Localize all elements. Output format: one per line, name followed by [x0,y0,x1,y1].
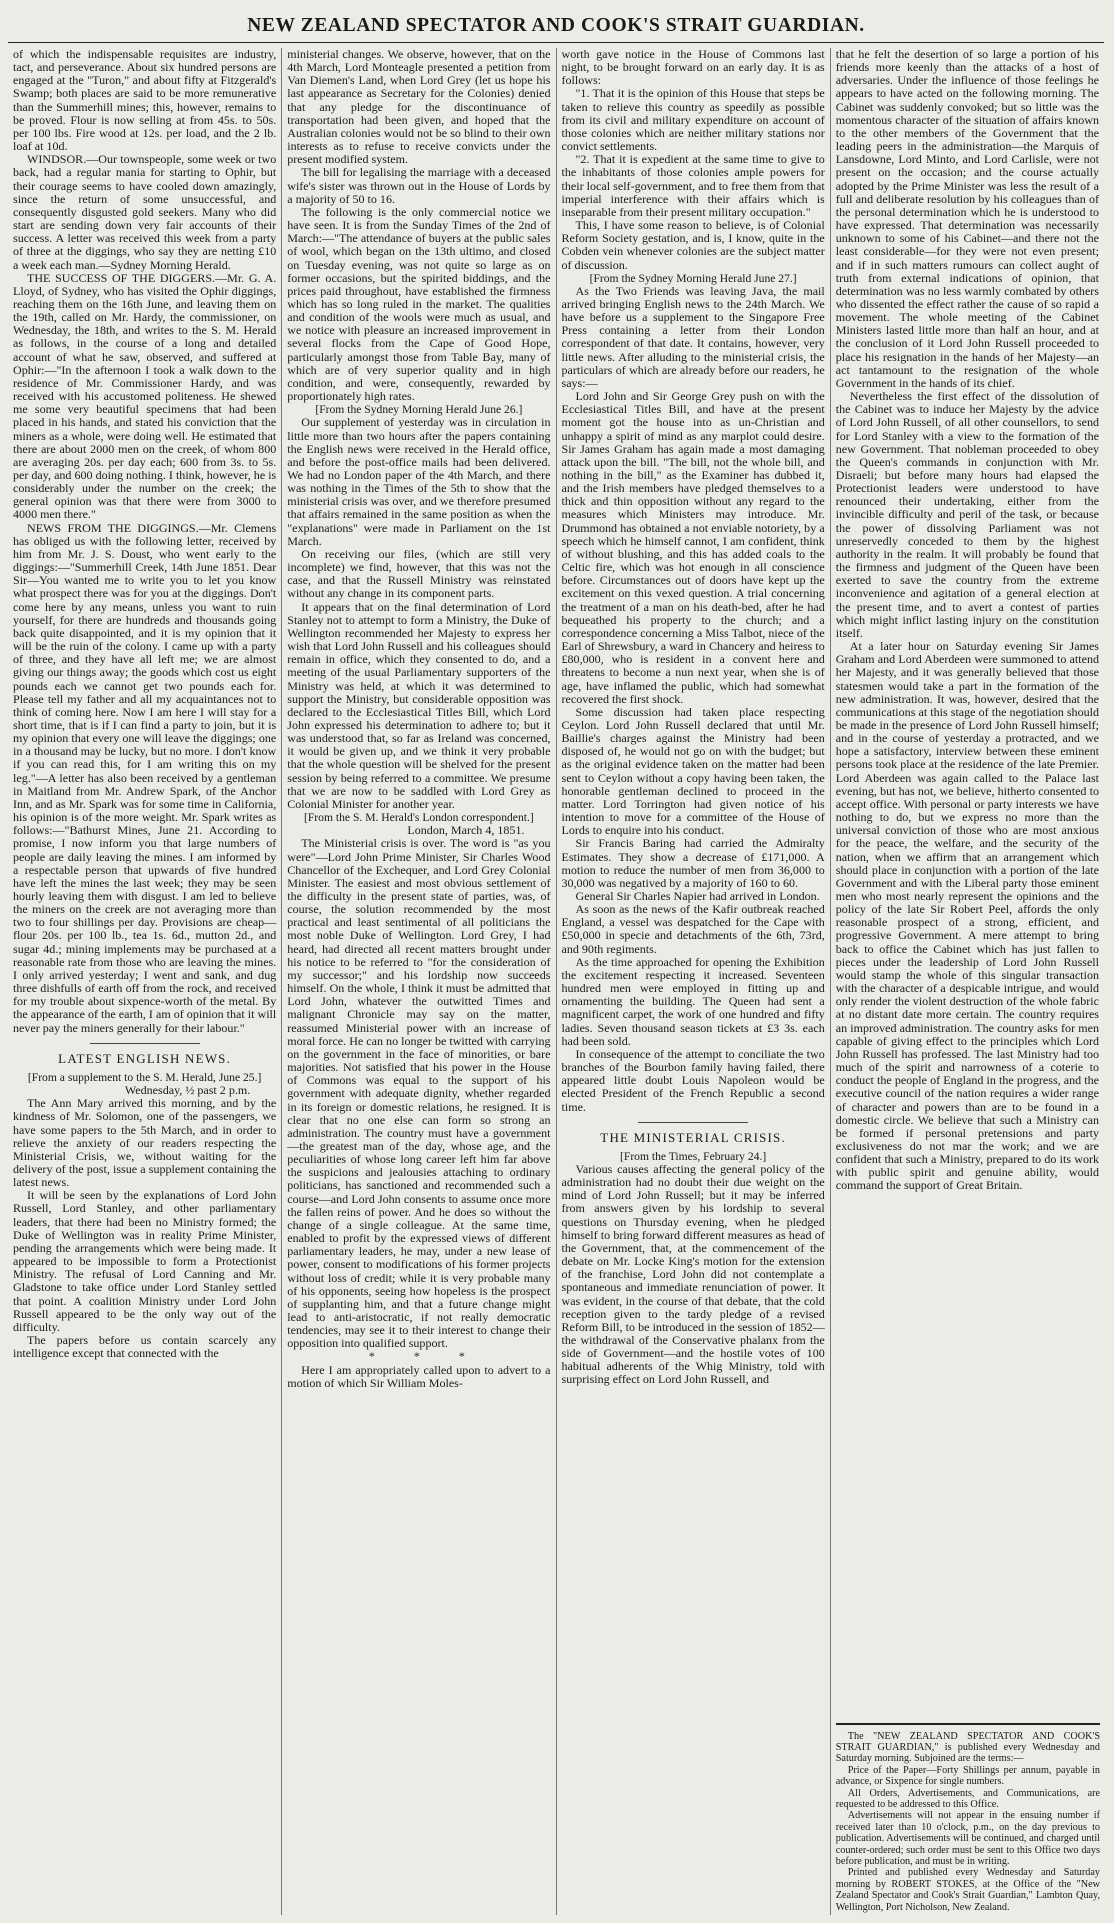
article-success-of-diggers: THE SUCCESS OF THE DIGGERS.—Mr. G. A. Lloyd, of Sydney, who has visited the Ophir diggings, reaching them on the 16th June, and leaving them on the 19th, called on Mr. Hardy, the commissioner, on Wednesday, the 18th, and writes to the S. M. Herald as follows, in the course of a long and detailed account of what he saw, observed, and suffered at Ophir:—"In the afternoon I took a walk down to the residence of Mr. Commissioner Hardy, and was received with his accustomed politeness. He shewed me some very beautiful specimens that had been placed in his hands, and stated his conviction that the miners as a whole, were doing well. He estimated that there are about 2000 men on the creek, of whom 800 are averaging 20s. per day each; 600 from 3s. to 5s. per day, and 600 doing nothing. I think, however, he is considerably under the number on the creek; the general opinion was that there were from 3000 to 4000 men there." [13,270,277,522]
article-paragraph: This, I have some reason to believe, is of Colonial Reform Society gestation, and is, I know, quite in the Cobden vein whenever colonies are the subject matter of discussion. [561,218,825,272]
section-stars: * * * [368,1349,483,1364]
column-1 [8,48,281,1915]
article-windsor: WINDSOR.—Our townspeople, some week or two back, had a regular mania for starting to Ophir, but their courage seems to have cooled down amazingly, since the return of some unsuccessful, and consequently disgusted gold seekers. Many who did start are sending down very fair accounts of their success. A letter was received this week from a party of three at the diggings, who say they are netting £10 a week each man.—Sydney Morning Herald. [13,152,277,272]
masthead: NEW ZEALAND SPECTATOR AND COOK'S STRAIT GUARDIAN. [247,15,865,36]
article-paragraph: As the time approached for opening the Exhibition the excitement respecting it increased. Seventeen hundred men were employed in fitting up and ornamenting the building. The Queen had sent a magnificent carpet, the work of one hundred and fifty ladies. Seven thousand season tickets at £3 3s. each had been sold. [561,954,825,1048]
article-paragraph: Sir Francis Baring had carried the Admiralty Estimates. They show a decrease of £171,000. A motion to reduce the number of men from 36,000 to 30,000 was negatived by a majority of 160 to 60. [561,836,825,890]
notice-line: Printed and published every Wednesday and Saturday morning by ROBERT STOKES, at the Office of the "New Zealand Spectator and Cook's Strait Guardian," Lambton Quay, Wellington, Port Nicholson, New Zealand. [835,1867,1100,1913]
article-paragraph: General Sir Charles Napier had arrived in London. [575,889,820,903]
masthead-rule [8,42,1104,43]
publication-notice [836,1723,1100,1914]
article-paragraph: "2. That it is expedient at the same time to give to the inhabitants of those colonies ample powers for their local self-government, and to free them from that imperial interference with their affairs which is inseparable from their present military occupation." [561,152,825,219]
article-paragraph: The following is the only commercial notice we have seen. It is from the Sunday Times of the 2nd of March:—"The attendance of buyers at the public sales of wool, which began on the 13th ultimo, and closed on Tuesday evening, was not quite so large as on former occasions, but the spirited biddings, and the prices paid throughout, have established the firmness which has so long ruled in the market. The qualities and condition of the wools were much as usual, and we notice with pleasure an increased improvement in several flocks from the Cape of Good Hope, particularly amongst those from Table Bay, many of which are of very superior quality and in high condition, and were, consequently, rewarded by proportionately high rates. [287,204,551,404]
column-2 [281,48,555,1915]
article-paragraph: "1. That it is the opinion of this House that steps be taken to relieve this country as speedily as possible from its civil and military expenditure on account of those colonies which are neither military stations nor convict settlements. [561,86,825,154]
columns [8,48,1104,1915]
article-paragraph: As the Two Friends was leaving Java, the mail arrived bringing English news to the 24th March. We have before us a supplement to the Singapore Free Press containing a letter from their London correspondent of that date. It contains, however, very little news. After alluding to the ministerial crisis, the particulars of which are already before our readers, he says:— [561,283,825,390]
article-paragraph: The bill for legalising the marriage with a deceased wife's sister was thrown out in the House of Lords by a majority of 50 to 16. [287,165,551,206]
notice-line: The "NEW ZEALAND SPECTATOR AND COOK'S STRAIT GUARDIAN," is published every Wednesday and Saturday morning. Subjoined are the terms:— [835,1730,1100,1765]
article-paragraph: In consequence of the attempt to conciliate the two branches of the Bourbon family having failed, there appeared little doubt Louis Napoleon would be elected President of the French Republic a second time. [561,1046,825,1114]
notice-line: Price of the Paper—Forty Shillings per annum, payable in advance, or Sixpence for single numbers. [835,1764,1100,1788]
article-paragraph: worth gave notice in the House of Commons last night, to be brought forward on an early day. It is as follows: [561,48,825,88]
article-paragraph: ministerial changes. We observe, however, that on the 4th March, Lord Monteagle presented a petition from Van Diemen's Land, when Lord Grey (let us hope his last appearance as Secretary for the Colonies) denied that any pledge for the discontinuance of transportation had been given, and hoped that the Australian colonies would not be so blind to their own interests as to refuse to receive convicts under the present modified system. [287,48,551,167]
section-divider [638,1122,748,1123]
dateline: London, March 4, 1851. [407,823,525,838]
article-paragraph: It will be seen by the explanations of Lord John Russell, Lord Stanley, and other parliamentary leaders, that there had been no Ministry formed; the Duke of Wellington was in reality Prime Minister, pending the arrangements which were being made. It appeared to be impossible to form a Protectionist Ministry. The refusal of Lord Canning and Mr. Gladstone to take office under Lord Stanley settled that point. A coalition Ministry under Lord John Russell appeared to be the only way out of the difficulty. [13,1188,277,1334]
article-paragraph: Here I am appropriately called upon to advert to a motion of which Sir William Moles- [287,1362,551,1390]
article-paragraph: It appears that on the final determination of Lord Stanley not to attempt to form a Ministry, the Duke of Wellington recommended her Majesty to express her wish that Lord John Russell and his colleagues should remain in office, which they consented to do, and a meeting of the usual Parliamentary supporters of the Ministry was held, at which it was determined to support the Ministry, but considerable opposition was declared to the Ecclesiastical Titles Bill, which Lord John expressed his determination to adhere to; but it was understood that, so far as Ireland was concerned, it would be given up, and we think it very probable that the whole question will be shelved for the present session by being referred to a committee. We presume that we are now to be saddled with Lord Grey as Colonial Minister for another year. [287,599,551,811]
article-paragraph: As soon as the news of the Kafir outbreak reached England, a vessel was despatched for the Cape with £50,000 in specie and detachments of the 6th, 73rd, and 90th regiments. [561,902,825,956]
notice-line: All Orders, Advertisements, and Communications, are requested to be addressed to this Office. [835,1787,1100,1810]
source-line: [From a supplement to the S. M. Herald, June 25.] [27,1070,262,1084]
article-paragraph: Some discussion had taken place respecting Ceylon. Lord John Russell declared that until Mr. Baillie's charges against the Ministry had been disposed of, he would not go on with the budget; but as the original evidence taken on the matter had been sent to Ceylon without a copy having been taken, the honorable gentleman declined to proceed in the matter. Lord Torrington had given notice of his intention to move for a committee of the House of Lords to enquire into his conduct. [561,704,825,838]
section-heading: THE MINISTERIAL CRISIS. [600,1129,786,1145]
article-news-from-diggings: NEWS FROM THE DIGGINGS.—Mr. Clemens has obliged us with the following letter, received by him from Mr. J. S. Doust, who went early to the diggings:—"Summerhill Creek, 14th June 1851. Dear Sir—You wanted me to write you to let you know what prospect there was for you at the diggings. Don't come here by any means, unless you want to ruin yourself, for there are hundreds and thousands going back quite disappointed, and it is my opinion that it will be the ruin of the colony. I came up with a party of three, and they have all left me; we are almost giving our things away; the goods which cost us eight pounds each we cannot get two pounds each for. Please tell my father and all my acquaintances not to think of coming here. Now I am here I will stay for a short time, that is if I can find a party to join, but it is my opinion that every one will leave the diggings; one in a thousand may be lucky, but no more. I don't know if you can read this, for I am writing this on my leg."—A letter has also been received by a gentleman in Maitland from Mr. Andrew Spark, of the Anchor Inn, and as Mr. Spark was for some time in California, his opinion is of the more weight. Mr. Spark writes as follows:—"Bathurst Mines, June 21. According to promise, I now inform you that large numbers of people are daily leaving the mines. I am informed by a respectable person that upwards of five hundred have left the mines the last week; they may be seen hourly leaving them with disgust. I am led to believe the miners on the creek are not averaging more than two to four shillings per day. Provisions are cheap—flour 20s. per 100 lb., tea 1s. 6d., mutton 2d., and sugar 4d.; mining implements may be purchased at a reasonable rate from those who are leaving the mines. I only arrived yesterday; I went and sank, and dug three dishfulls of earth off from the rock, and received for my trouble about sixpence-worth of the metal. By the appearance of the earth, I am of opinion that it will never pay the miners generally for their labour." [13,520,277,1035]
column-4 [830,48,1104,1915]
article-paragraph: Lord John and Sir George Grey push on with the Ecclesiastical Titles Bill, and have at the present moment got the house into as un-Christian and unhappy a spirit of mind as any marplot could desire. Sir James Graham has again made a most damaging attack upon the bill. "The bill, not the whole bill, and nothing in the bill," as the Examiner has dubbed it, and the Irish members have pledged themselves to a thick and thin opposition without any regard to the measures which Ministers may introduce. Mr. Drummond has obtained a not enviable notoriety, by a speech which he himself cannot, I am confident, think of without blushing, and this has added coals to the Celtic fire, which was hot enough in all conscience before. Circumstances out of doors have kept up the excitement on this vexed question. A trial concerning the treatment of a man on his death-bed, after he had bequeathed his property to the church; and a correspondence concerning a Miss Talbot, niece of the Earl of Shrewsbury, a ward in Chancery and heiress to £80,000, who is resident in a convent here and threatens to become a nun next year, when she is of age, have inflamed the public, which had somewhat recovered the first shock. [561,389,825,706]
article-paragraph: On receiving our files, (which are still very incomplete) we find, however, that this was not the case, and that the Russell Ministry was reinstated without any change in its component parts. [287,546,551,601]
article-paragraph: Our supplement of yesterday was in circulation in little more than two hours after the papers containing the English news were received in the Herald office, and before the post-office mails had been delivered. We had no London paper of the 4th March, and there was nothing in the Times of the 5th to show that the ministerial crisis was over, and we therefore presumed that affairs remained in the same position as when the "explanations" were made in Parliament on the 1st March. [287,415,551,548]
column-3 [556,48,830,1915]
article-paragraph: that he felt the desertion of so large a portion of his friends more keenly than the attacks of a host of adversaries. Under the influence of those feelings he appears to have acted on the following morning. The Cabinet was suddenly convoked; but so little was the momentous character of the situation of affairs known to the other members of the Government that the leading peers in the administration—the Marquis of Lansdowne, Lord Minto, and Lord Carlisle, were not present on the occasion; and the course actually adopted by the Prime Minister was less the result of a full and deliberate resolution by his colleagues than of the personal determination which he is understood to have expressed. That determination was necessarily unknown to some of his Cabinet—and there not the least considerable—for they were not even present; and if in such matters rumours can collect aught of truth from external indications of opinion, that determination was no less warmly combated by others who dissented the effect rather the cause of so rapid a movement. The whole meeting of the Cabinet Ministers lasted little more than half an hour, and at the conclusion of it Lord John Russell proceeded to place his resignation in the hands of her Majesty—an act tantamount to the resignation of the whole Government in the hands of its chief. [835,48,1099,390]
source-line: [From the Sydney Morning Herald June 26.] [315,403,523,417]
article-paragraph: Nevertheless the first effect of the dissolution of the Cabinet was to induce her Majesty by the advice of Lord John Russell, of all other counsellors, to send for Lord Stanley with a view to the formation of the new Government. That nobleman proceeded to obey the Queen's commands in conjunction with Mr. Disraeli; but before many hours had elapsed the Protectionist leaders were understood to have renounced their undertaking, either from the invincible difficulty and peril of the task, or because the power of dissolving Parliament was not unreservedly conceded to them by the highest authority in the realm. It will probably be found that the firmness and judgment of the Queen have been exerted to save the country from the extreme inconvenience and agitation of a general election at the present time, and to avert a contest of parties which might inflict lasting injury on the constitution itself. [835,389,1099,640]
source-line: [From the Sydney Morning Herald June 27.] [589,271,797,285]
source-line: [From the Times, February 24.] [620,1149,767,1163]
notice-line: Advertisements will not appear in the ensuing number if received later than 10 o'clock, p.m., on the day previous to publication. Advertisements will be continued, and charged until counter-ordered; such order must be sent to this Office two days before publication, and must be in writing. [835,1810,1100,1867]
article-paragraph: The papers before us contain scarcely any intelligence except that connected with the [13,1333,277,1361]
section-heading: LATEST ENGLISH NEWS. [58,1050,232,1066]
dateline: Wednesday, ½ past 2 p.m. [124,1083,251,1098]
article-paragraph: Various causes affecting the general policy of the administration had no doubt their due weight on the mind of Lord John Russell; but it may be inferred from answers given by his lordship to several questions on Thursday evening, when he pledged himself to bring forward different measures as head of the Government, that, at the commencement of the debate on Mr. Locke King's motion for the extension of the franchise, Lord John did not contemplate a spontaneous and immediate renunciation of power. It was evident, in the course of that debate, that the cold reception given to the tardy pledge of a revised Reform Bill, to be introduced in the session of 1852—the withdrawal of the Conservative phalanx from the side of Government—and the hostile votes of 100 habitual adherents of the Whig Ministry, told with surprising effect on Lord John Russell, and [561,1161,825,1387]
source-line: [From the S. M. Herald's London correspondent.] [304,811,534,825]
article-paragraph: The Ann Mary arrived this morning, and by the kindness of Mr. Solomon, one of the passengers, we have some papers to the 5th March, and in order to relieve the anxiety of our readers respecting the Ministerial Crisis, we, without waiting for the delivery of the post, issue a supplement containing the latest news. [13,1096,277,1190]
article-paragraph: At a later hour on Saturday evening Sir James Graham and Lord Aberdeen were summoned to attend her Majesty, and it was generally believed that those statesmen would take a part in the formation of the new administration. It was, however, desired that the communications at this stage of the negotiation should be made in the presence of Lord John Russell himself; and in the course of yesterday a protracted, and we hope a satisfactory, interview between these eminent persons took place at the residence of the late Premier. Lord Aberdeen was again called to the Palace last evening, but has not, we believe, hitherto consented to accept office. With personal or party interests we have nothing to do, but we express no more than the universal conviction of those who are most anxious for the peace, the welfare, and the security of the nation, when we affirm that an arrangement which should place in conjunction with a portion of the late Government and with the Liberal party those eminent men who most nearly represent the opinions and the policy of the late Sir Robert Peel, affords the only reasonable prospect of a strong, efficient, and progressive Government. A mere attempt to bring back to office the Cabinet which has just fallen to pieces under the leadership of Lord John Russell would stamp the whole of this singular transaction with the character of a despicable intrigue, and would only render the violent destruction of the whole fabric at no distant date more certain. The country requires an improved administration. The country asks for men capable of giving effect to the principles which Lord John Russell has professed. The last Ministry had too much of the spirit and narrowness of a coterie to conduct the people of England in the progress, and the executive council of the nation requires a wider range of character and powers than are to be found in a domestic circle. We believe that such a Ministry can be formed if personal pretensions and party exclusiveness do not mar the work; and we are confident that such a Ministry, prepared to do its work with public spirit and genuine ability, would command the support of Great Britain. [835,639,1099,1193]
article-paragraph: The Ministerial crisis is over. The word is "as you were"—Lord John Prime Minister, Sir Charles Wood Chancellor of the Exchequer, and Lord Grey Colonial Minister. The easiest and most obvious settlement of the difficulty in the present state of parties, was, of course, the solution recommended by the most practical and least sentimental of all politicians the most noble Duke of Wellington. Lord Grey, I had heard, had directed all recent matters brought under his notice to be referred to "for the consideration of my successor;" and his lordship now succeeds himself. On the whole, I think it must be admitted that Lord John, whatever the outwitted Times and malignant Chronicle may say on the matter, reassumed Ministerial power with an increase of moral force. He can no longer be twitted with carrying on the government in the face of minorities, or bare majorities. Not satisfied that his power in the House of Commons was equal to the support of his government with adequate dignity, whether regarded in its foreign or domestic relations, he resigned. It is clear that no one else can form so strong an administration. The country must have a government—the greatest man of the day, whose age, and the peculiarities of whose long career left him far above the suspicions and jealousies attaching to ordinary politicians, has sanctioned and recommended such a course—and Lord John consents to assume once more the fallen reins of power. And he does so without the change of a single colleague. At the same time, enabled to profit by the expressed views of different parliamentary leaders, he may, under a new lease of power, consent to modifications of his former projects without loss of credit; while it is very probable many of his opponents, seeing how hopeless is the prospect of supplanting him, and that a future change might lead to anti-aristocratic, if not really democratic tendencies, may see it to their interest to change their opposition into qualified support. [287,836,551,1351]
section-divider [90,1043,200,1044]
article-paragraph: of which the indispensable requisites are industry, tact, and perseverance. About six hundred persons are engaged at the "Turon," and about fifty at Fitzgerald's Swamp; both places are said to be more remunerative than the Summerhill mines; this, however, remains to be proved. Flour is now selling at from 45s. to 50s. per 100 lbs. Fire wood at 12s. per load, and the 2 lb. loaf at 10d. [13,48,277,154]
